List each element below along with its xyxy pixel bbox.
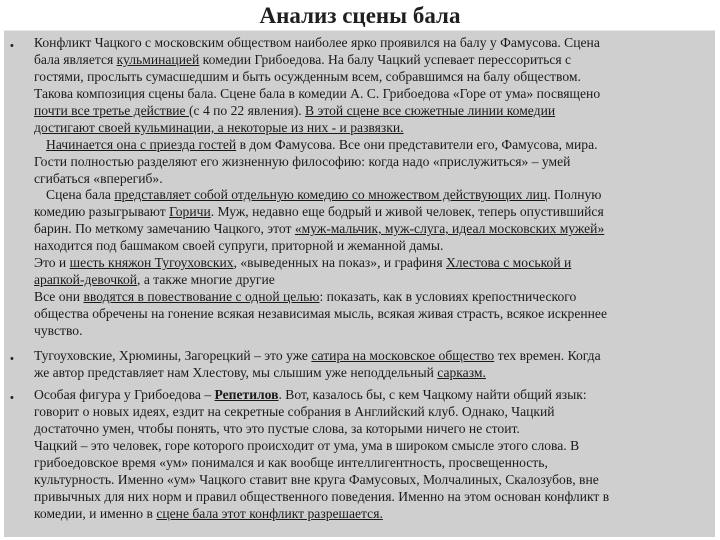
paragraph-3 [34,387,714,523]
text-line: комедии, и именно в сцене бала этот конфликт разрешается. [34,505,383,521]
bullet-1: • [10,40,14,52]
text-line: Конфликт Чацкого с московским обществом наиболее ярко проявился на балу у Фамусова. Сцена [34,35,600,50]
text-line: говорит о новых идеях, ездит на секретные собрания в Английский клуб. Однако, Чацкий [34,403,555,419]
text-line: культурность. Именно «ум» Чацкого ставит вне круга Фамусовых, Молчалиных, Скалозубов, вне [34,471,599,487]
text-line: общества обречены на гонение всякая независимая мысль, всякая живая страсть, всякое искреннее [34,306,607,321]
text-line: же автор представляет нам Хлестову, мы слышим уже неподдельный сарказм. [34,364,486,380]
text-line: Тугоуховские, Хрюмины, Загорецкий – это уже сатира на московское общество тех времен. Когда [34,348,601,363]
text-line: достигают своей кульминации, а некоторые из них - и развязки. [34,119,404,135]
text-line: Чацкий – это человек, горе которого происходит от ума, ума в широком смысле этого слова. В [34,437,580,453]
text-line: Начинается она с приезда гостей в дом Фамусова. Все они представители его, Фамусова, мира. [46,136,598,152]
text-line: гостями, прослыть сумасшедшим и быть осужденным всем, собравшимся на балу обществом. [34,68,581,84]
text-line: Гости полностью разделяют его жизненную философию: когда надо «прислужиться» – умей [34,153,571,169]
paragraph-1 [34,35,714,340]
text-line: бала является кульминацией комедии Грибоедова. На балу Чацкий успевает перессориться с [34,51,572,67]
paragraph-2 [34,348,714,382]
bullet-3: • [10,392,14,404]
text-line: Такова композиция сцены бала. Сцене бала в комедии А. С. Грибоедова «Горе от ума» посвящено [34,85,601,101]
text-line: привычных для них норм и правил общественного поведения. Именно на этом основан конфликт в [34,488,610,504]
text-line: достаточно умен, чтобы понять, что это пустые слова, за которыми ничего не стоит. [34,420,520,436]
text-line: сгибаться «вперегиб». [34,170,163,186]
content-box [4,30,715,537]
text-line: Особая фигура у Грибоедова – Репетилов. Вот, казалось бы, с кем Чацкому найти общий язык: [34,387,587,402]
bullet-2: • [10,353,14,365]
text-line: чувство. [34,322,83,338]
text-line: арапкой-девочкой, а также многие другие [34,272,275,288]
text-line: Сцена бала представляет собой отдельную комедию со множеством действующих лиц. Полную [46,187,602,203]
text-line: комедию разыгрывают Горичи. Муж, недавно еще бодрый и живой человек, теперь опустившийся [34,204,604,220]
text-line: Все они вводятся в повествование с одной целью: показать, как в условиях крепостнического [34,289,577,305]
text-line: находится под башмаком своей супруги, приторной и жеманной дамы. [34,238,444,254]
text-line: барин. По меткому замечанию Чацкого, этот «муж-мальчик, муж-слуга, идеал московских мужей» [34,221,605,237]
text-line: почти все третье действие (с 4 по 22 явления). В этой сцене все сюжетные линии комедии [34,102,556,118]
slide-title: Анализ сцены бала [259,3,461,28]
text-line: Это и шесть княжон Тугоуховских, «выведенных на показ», и графиня Хлестова с моськой и [34,255,572,271]
text-line: грибоедовское время «ум» понимался и как вообще интеллигентность, просвещенность, [34,454,548,470]
